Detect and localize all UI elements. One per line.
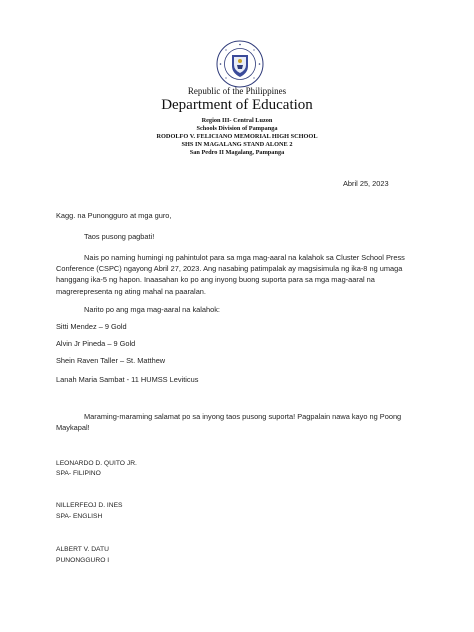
signatory-title: SPA- ENGLISH [56,513,103,520]
signatory-name: ALBERT V. DATU [56,546,109,553]
salutation: Kagg. na Punongguro at mga guro, [56,211,172,220]
participant-item: Lanah Maria Sambat - 11 HUMSS Leviticus [56,375,199,384]
participant-item: Alvin Jr Pineda – 9 Gold [56,339,136,348]
request-paragraph: Nais po naming humingi ng pahintulot para sa mga mag-aaral na kalahok sa Cluster School Press Conference (CSPC) ngayong Abril 27, 2023. Ang nasabing patimpalak ay magsisimula ng ika-8 ng umaga hanggang ika-5 ng hapon. Inaasahan ko po ang inyong buong suporta para sa mga mag-aaral na magrerepresenta ng ating mahal na paaralan. [56,253,405,296]
deped-seal-icon [216,40,264,88]
region-line: Region III- Central Luzon [201,117,273,124]
greeting: Taos pusong pagbati! [84,232,155,241]
closing-paragraph: Maraming-maraming salamat po sa inyong taos pusong suporta! Pagpalain nawa kayo ng Poong Maykapal! [56,412,402,433]
signatory-title: PUNONGGURO I [56,557,110,564]
signatory-name: LEONARDO D. QUITO JR. [56,460,137,467]
school-name: RODOLFO V. FELICIANO MEMORIAL HIGH SCHOOL [156,133,318,140]
participant-item: Shein Raven Taller – St. Matthew [56,356,166,365]
school-address: San Pedro II Magalang, Pampanga [189,149,285,156]
department-title: Department of Education [161,97,313,113]
division-line: Schools Division of Pampanga [196,125,278,132]
participant-item: Sitti Mendez – 9 Gold [56,322,127,331]
shs-name: SHS IN MAGALANG STAND ALONE 2 [181,141,293,148]
letter-date: Abril 25, 2023 [343,179,389,188]
participants-intro: Narito po ang mga mag-aaral na kalahok: [84,305,220,314]
signatory-name: NILLERFEOJ D. INES [56,502,123,509]
signatory-title: SPA- FILIPINO [56,470,101,477]
republic-line: Republic of the Philippines [187,86,287,96]
